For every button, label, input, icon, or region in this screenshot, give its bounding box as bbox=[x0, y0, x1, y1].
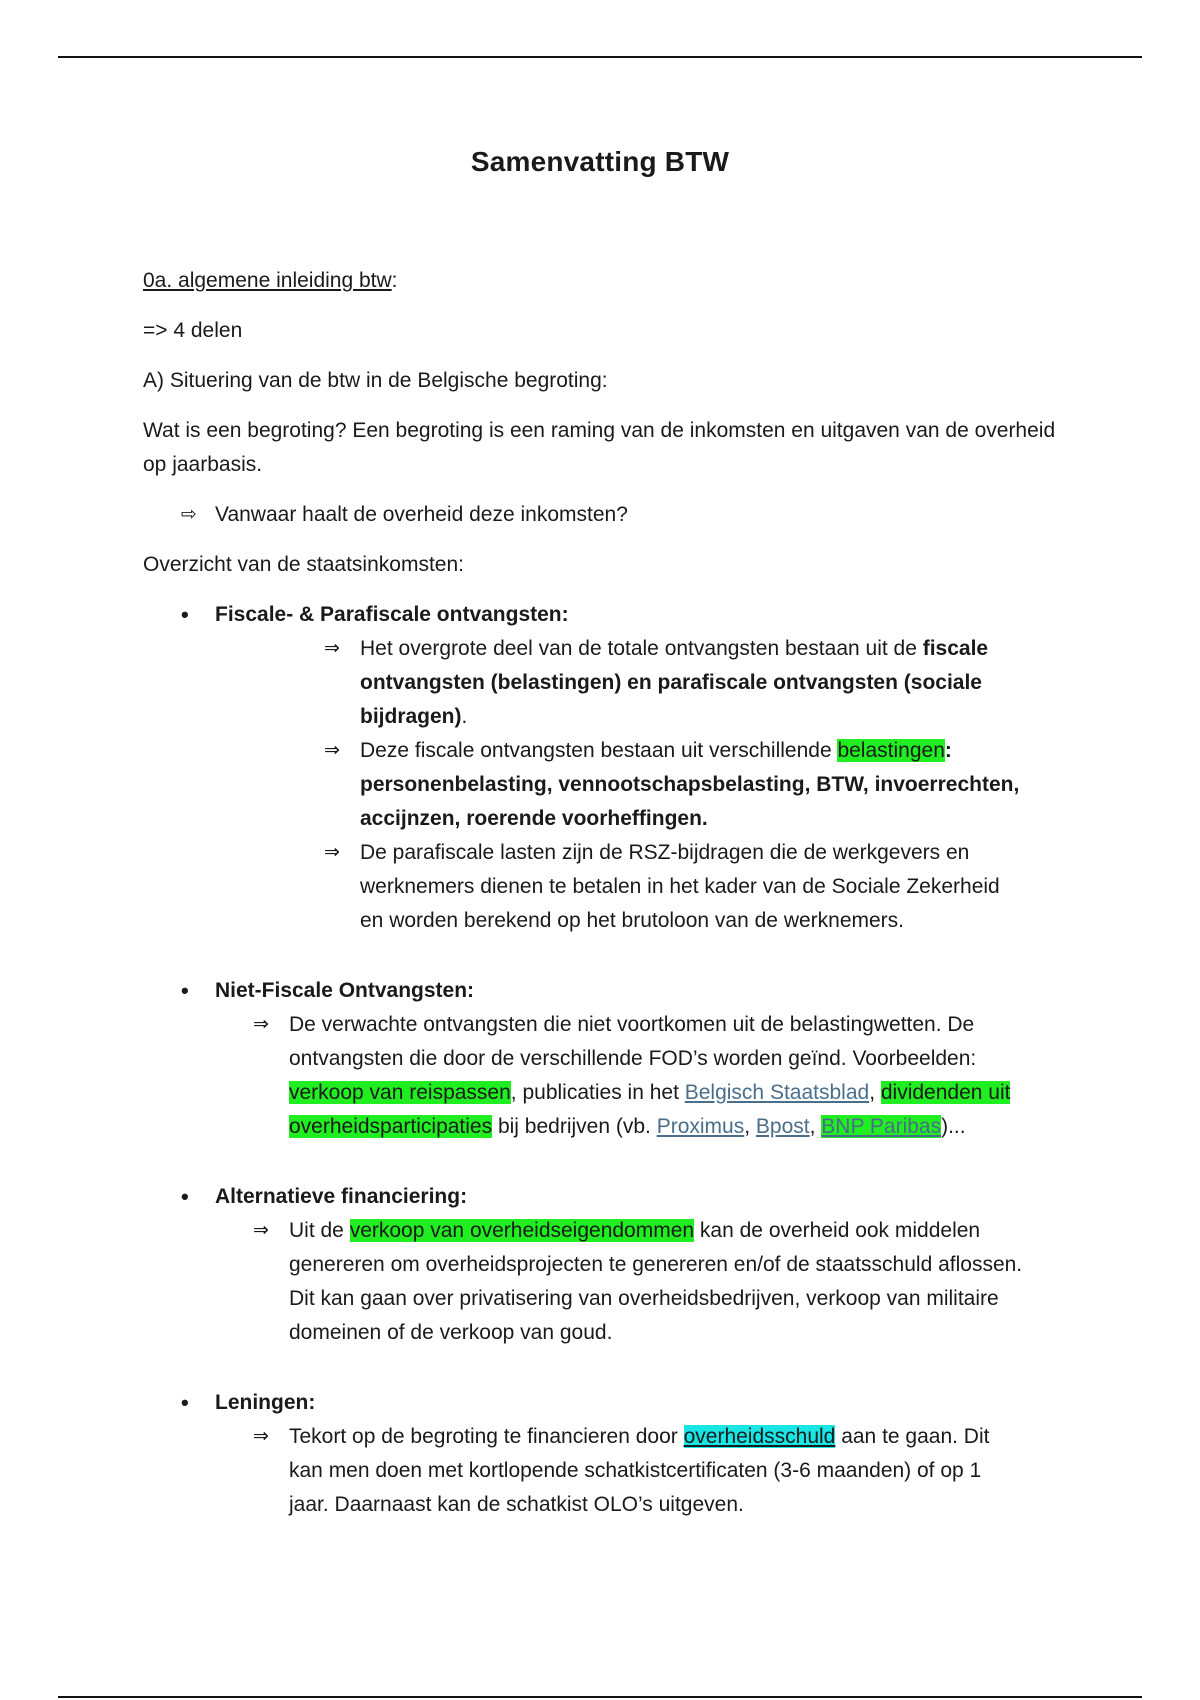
double-arrow-icon: ⇒ bbox=[324, 740, 340, 761]
double-arrow-icon: ⇒ bbox=[253, 1426, 269, 1447]
fiscal-point-3: ⇒ De parafiscale lasten zijn de RSZ-bijdragen die de werkgevers en werknemers dienen te betalen in het kader van de Sociale Zekerheid en worden berekend op het brutoloon van de werknemers. bbox=[324, 836, 1024, 938]
double-arrow-icon: ⇒ bbox=[324, 842, 340, 863]
document-body bbox=[143, 264, 1063, 1522]
link-proximus[interactable]: Proximus bbox=[656, 1115, 745, 1138]
footer-rule bbox=[58, 1696, 1142, 1698]
four-parts-line: => 4 delen bbox=[143, 319, 243, 342]
bullet-fiscal: • Fiscale- & Parafiscale ontvangsten: bbox=[181, 598, 1063, 632]
double-arrow-icon: ⇒ bbox=[253, 1220, 269, 1241]
highlight: verkoop van overheidseigendommen bbox=[349, 1219, 695, 1242]
highlight: belastingen bbox=[837, 739, 945, 762]
income-question: ⇨ Vanwaar haalt de overheid deze inkomsten? bbox=[181, 498, 1063, 532]
header-rule bbox=[58, 56, 1142, 58]
highlight: verkoop van reispassen bbox=[289, 1081, 511, 1104]
highlight: overheidsschuld bbox=[683, 1425, 836, 1448]
highlight: dividenden uit overheidsparticipaties bbox=[289, 1081, 1011, 1138]
double-arrow-icon: ⇒ bbox=[253, 1014, 269, 1035]
double-arrow-icon: ⇒ bbox=[324, 638, 340, 659]
budget-definition: Wat is een begroting? Een begroting is een raming van de inkomsten en uitgaven van de overheid op jaarbasis. bbox=[143, 419, 1056, 476]
alternative-point: ⇒ Uit de verkoop van overheidseigendommen kan de overheid ook middelen genereren om overheidsprojecten te genereren en/of de staatsschuld aflossen. Dit kan gaan over privatisering van overheidsbedrijven, verkoop van militaire domeinen of de verkoop van goud. bbox=[253, 1214, 1023, 1350]
nonfiscal-point: ⇒ De verwachte ontvangsten die niet voortkomen uit de belastingwetten. De ontvangsten die door de verschillende FOD’s worden geïnd. Voorbeelden: verkoop van reispassen, publicaties in het Belgisch Staatsblad, dividenden uit overheidsparticipaties bij bedrijven (vb. Proximus, Bpost, BNP Paribas)... bbox=[253, 1008, 1023, 1144]
fiscal-point-1: ⇒ Het overgrote deel van de totale ontvangsten bestaan uit de fiscale ontvangsten (belastingen) en parafiscale ontvangsten (sociale bijdragen). bbox=[324, 632, 1024, 734]
arrow-right-icon: ⇨ bbox=[181, 504, 197, 525]
bullet-icon: • bbox=[181, 1390, 189, 1415]
fiscal-point-2: ⇒ Deze fiscale ontvangsten bestaan uit verschillende belastingen: personenbelasting, vennootschapsbelasting, BTW, invoerrechten, accijnzen, roerende voorheffingen. bbox=[324, 734, 1024, 836]
section-heading-0a: 0a. algemene inleiding btw: bbox=[143, 269, 398, 292]
bullet-nonfiscal: • Niet-Fiscale Ontvangsten: bbox=[181, 974, 1063, 1008]
loans-point: ⇒ Tekort op de begroting te financieren door overheidsschuld aan te gaan. Dit kan men doen met kortlopende schatkistcertificaten (3-6 maanden) of op 1 jaar. Daarnaast kan de schatkist OLO’s uitgeven. bbox=[253, 1420, 1023, 1522]
link-bnp-paribas[interactable]: BNP Paribas bbox=[821, 1115, 942, 1138]
bullet-loans: • Leningen: bbox=[181, 1386, 1063, 1420]
overview-heading: Overzicht van de staatsinkomsten: bbox=[143, 553, 464, 576]
link-belgisch-staatsblad[interactable]: Belgisch Staatsblad bbox=[684, 1081, 870, 1104]
page-title: Samenvatting BTW bbox=[470, 146, 730, 177]
bullet-icon: • bbox=[181, 602, 189, 627]
bullet-icon: • bbox=[181, 978, 189, 1003]
section-a-heading: A) Situering van de btw in de Belgische begroting: bbox=[143, 369, 608, 392]
bullet-icon: • bbox=[181, 1184, 189, 1209]
bullet-alternative: • Alternatieve financiering: bbox=[181, 1180, 1063, 1214]
link-bpost[interactable]: Bpost bbox=[755, 1115, 810, 1138]
